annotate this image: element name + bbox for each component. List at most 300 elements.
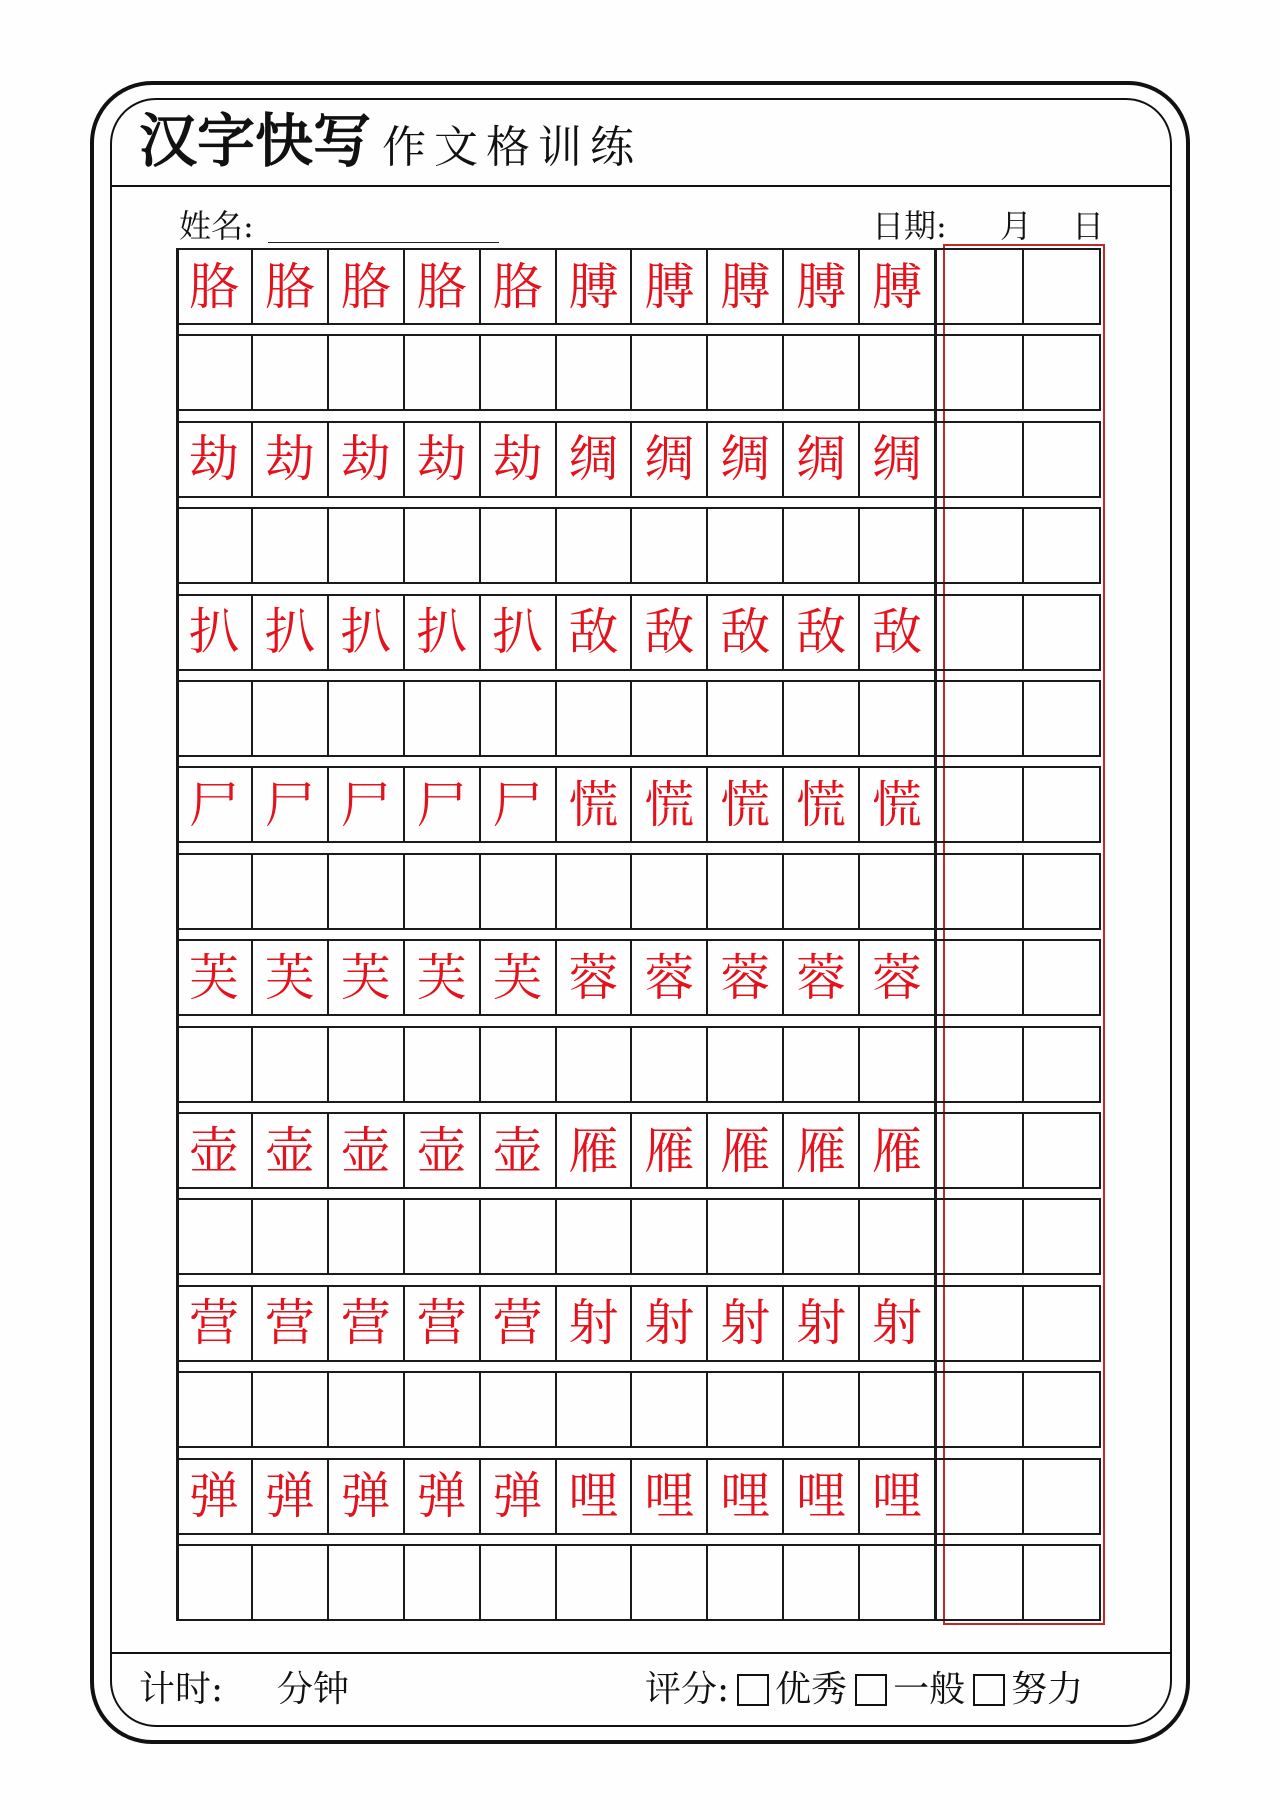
grid-cell <box>784 250 860 323</box>
grid-cell <box>405 596 481 669</box>
practice-row <box>177 248 1101 325</box>
grid-cell <box>557 336 633 409</box>
score-label: 评分: <box>645 1669 730 1710</box>
practice-char: 劫 <box>264 430 315 489</box>
grid-cell <box>860 250 936 323</box>
grid-cell <box>329 250 405 323</box>
practice-char: 慌 <box>720 775 771 834</box>
grid-cell <box>481 1200 557 1273</box>
main-cells <box>177 1028 936 1101</box>
grid-cell <box>784 1028 860 1101</box>
practice-char: 尸 <box>416 775 467 834</box>
grid-cell <box>329 423 405 496</box>
practice-char: 敌 <box>796 603 847 662</box>
practice-char: 劫 <box>492 430 543 489</box>
grid-cell <box>481 336 557 409</box>
practice-char: 胳 <box>188 257 239 316</box>
grid-cell <box>329 596 405 669</box>
practice-char: 胳 <box>340 257 391 316</box>
review-cell <box>1024 1287 1101 1360</box>
main-cells <box>177 941 936 1014</box>
blank-row <box>177 507 1101 584</box>
practice-char: 敌 <box>644 603 695 662</box>
review-cells <box>947 1373 1101 1446</box>
review-cells <box>947 1028 1101 1101</box>
practice-char: 膊 <box>872 257 923 316</box>
grid-cell <box>557 423 633 496</box>
grid-cell <box>557 1114 633 1187</box>
grid-cell <box>708 1200 784 1273</box>
grid-cell <box>253 1200 329 1273</box>
grid-cell <box>253 941 329 1014</box>
grid-cell <box>253 509 329 582</box>
grid-cell <box>632 941 708 1014</box>
grid-cell <box>329 768 405 841</box>
practice-char: 蓉 <box>568 948 619 1007</box>
grid-cell <box>177 596 253 669</box>
review-cells <box>947 596 1101 669</box>
practice-char: 壶 <box>264 1121 315 1180</box>
grid-cell <box>329 941 405 1014</box>
review-cells <box>947 1200 1101 1273</box>
grid-cell <box>177 1114 253 1187</box>
practice-char: 膊 <box>796 257 847 316</box>
main-cells <box>177 1114 936 1187</box>
grid-cell <box>405 509 481 582</box>
blank-row <box>177 1544 1101 1621</box>
grid-cell <box>253 336 329 409</box>
grid-cell <box>405 682 481 755</box>
grid-cell <box>632 768 708 841</box>
grid-cell <box>253 855 329 928</box>
blank-row <box>177 1026 1101 1103</box>
practice-char: 尸 <box>188 775 239 834</box>
grid-cell <box>708 1114 784 1187</box>
review-cell <box>1024 1460 1101 1533</box>
practice-char: 壶 <box>416 1121 467 1180</box>
review-cell <box>947 1200 1024 1273</box>
practice-char: 雁 <box>720 1121 771 1180</box>
review-cell <box>1024 509 1101 582</box>
grid-cell <box>784 1287 860 1360</box>
name-label: 姓名: <box>179 207 254 245</box>
practice-char: 扒 <box>492 603 543 662</box>
practice-char: 芙 <box>188 948 239 1007</box>
practice-row <box>177 939 1101 1016</box>
grid-cell <box>405 1546 481 1619</box>
practice-char: 膊 <box>568 257 619 316</box>
grid-cell <box>632 1200 708 1273</box>
grid-cell <box>557 1460 633 1533</box>
grid-cell <box>557 250 633 323</box>
grid-cell <box>784 941 860 1014</box>
review-cell <box>1024 250 1101 323</box>
name-underline <box>268 242 499 243</box>
grid-cell <box>253 1028 329 1101</box>
grid-cell <box>253 1114 329 1187</box>
score-option-average: 一般 <box>893 1669 966 1710</box>
grid-cell <box>329 682 405 755</box>
practice-char: 营 <box>188 1294 239 1353</box>
grid-cell <box>481 1373 557 1446</box>
grid-cell <box>708 1028 784 1101</box>
grid-cell <box>329 509 405 582</box>
review-cell <box>947 682 1024 755</box>
practice-char: 扒 <box>416 603 467 662</box>
grid-cell <box>557 1028 633 1101</box>
practice-char: 慌 <box>796 775 847 834</box>
practice-row <box>177 594 1101 671</box>
practice-char: 芙 <box>340 948 391 1007</box>
footer-divider <box>110 1652 1172 1654</box>
grid-cell <box>481 423 557 496</box>
grid-cell <box>481 1546 557 1619</box>
main-cells <box>177 596 936 669</box>
practice-row <box>177 1458 1101 1535</box>
review-cell <box>947 423 1024 496</box>
grid-cell <box>632 1546 708 1619</box>
grid-cell <box>405 1200 481 1273</box>
grid-cell <box>860 1373 936 1446</box>
practice-char: 雁 <box>872 1121 923 1180</box>
review-cell <box>1024 1028 1101 1101</box>
review-cell <box>1024 682 1101 755</box>
practice-char: 敌 <box>720 603 771 662</box>
grid-cell <box>784 1373 860 1446</box>
grid-cell <box>860 1546 936 1619</box>
date-label: 日期: <box>872 207 947 245</box>
grid-cell <box>708 250 784 323</box>
practice-char: 射 <box>796 1294 847 1353</box>
score-option-excellent: 优秀 <box>775 1669 848 1710</box>
practice-char: 射 <box>644 1294 695 1353</box>
review-cell <box>1024 1200 1101 1273</box>
grid-cell <box>784 596 860 669</box>
review-cells <box>947 1287 1101 1360</box>
worksheet-title: 汉字快写 <box>139 107 372 175</box>
grid-cell <box>177 509 253 582</box>
practice-char: 雁 <box>568 1121 619 1180</box>
grid-cell <box>405 1114 481 1187</box>
grid-cell <box>632 855 708 928</box>
grid-cell <box>177 1200 253 1273</box>
grid-cell <box>481 250 557 323</box>
review-cells <box>947 768 1101 841</box>
practice-char: 壶 <box>492 1121 543 1180</box>
review-cells <box>947 1114 1101 1187</box>
grid-cell <box>177 1546 253 1619</box>
grid-cell <box>253 768 329 841</box>
grid-cell <box>177 423 253 496</box>
grid-cell <box>481 682 557 755</box>
grid-cell <box>557 768 633 841</box>
grid-cell <box>177 941 253 1014</box>
practice-char: 蓉 <box>872 948 923 1007</box>
practice-char: 弹 <box>188 1467 239 1526</box>
header-divider <box>110 185 1172 187</box>
grid-cell <box>708 1373 784 1446</box>
practice-char: 营 <box>492 1294 543 1353</box>
score-checkbox-effort <box>973 1674 1005 1706</box>
practice-char: 扒 <box>188 603 239 662</box>
practice-char: 哩 <box>644 1467 695 1526</box>
main-cells <box>177 768 936 841</box>
grid-cell <box>860 1028 936 1101</box>
review-cell <box>947 1460 1024 1533</box>
practice-char: 扒 <box>340 603 391 662</box>
review-cells <box>947 336 1101 409</box>
review-cells <box>947 250 1101 323</box>
review-cell <box>947 1287 1024 1360</box>
grid-cell <box>405 1373 481 1446</box>
practice-char: 芙 <box>416 948 467 1007</box>
review-cell <box>947 1114 1024 1187</box>
blank-row <box>177 680 1101 757</box>
grid-cell <box>632 596 708 669</box>
review-cell <box>1024 1114 1101 1187</box>
grid-cell <box>632 250 708 323</box>
grid-cell <box>329 1373 405 1446</box>
grid-cell <box>329 855 405 928</box>
grid-cell <box>177 1373 253 1446</box>
grid-cell <box>253 1546 329 1619</box>
grid-cell <box>481 509 557 582</box>
review-cells <box>947 855 1101 928</box>
review-cell <box>947 1373 1024 1446</box>
practice-char: 射 <box>568 1294 619 1353</box>
review-cell <box>1024 941 1101 1014</box>
grid-cell <box>405 1460 481 1533</box>
main-cells <box>177 855 936 928</box>
grid-cell <box>557 509 633 582</box>
grid-cell <box>177 855 253 928</box>
grid-cell <box>632 1460 708 1533</box>
practice-char: 绸 <box>796 430 847 489</box>
grid-cell <box>253 1373 329 1446</box>
review-cell <box>947 855 1024 928</box>
practice-char: 胳 <box>264 257 315 316</box>
practice-char: 壶 <box>188 1121 239 1180</box>
score-checkbox-average <box>855 1674 887 1706</box>
score-checkbox-excellent <box>737 1674 769 1706</box>
grid-cell <box>253 423 329 496</box>
grid-cell <box>708 855 784 928</box>
grid-cell <box>860 941 936 1014</box>
practice-char: 敌 <box>872 603 923 662</box>
grid-cell <box>784 336 860 409</box>
review-cell <box>947 596 1024 669</box>
main-cells <box>177 1200 936 1273</box>
grid-cell <box>784 423 860 496</box>
grid-cell <box>708 509 784 582</box>
review-cell <box>947 509 1024 582</box>
main-cells <box>177 250 936 323</box>
practice-char: 壶 <box>340 1121 391 1180</box>
grid-cell <box>860 1200 936 1273</box>
grid-cell <box>860 596 936 669</box>
practice-char: 膊 <box>720 257 771 316</box>
practice-char: 营 <box>264 1294 315 1353</box>
practice-char: 射 <box>720 1294 771 1353</box>
grid-cell <box>708 1546 784 1619</box>
minutes-label: 分钟 <box>277 1669 350 1710</box>
practice-char: 雁 <box>644 1121 695 1180</box>
grid-cell <box>784 1114 860 1187</box>
timer-label: 计时: <box>139 1669 224 1710</box>
review-cells <box>947 1460 1101 1533</box>
practice-char: 射 <box>872 1294 923 1353</box>
practice-char: 弹 <box>340 1467 391 1526</box>
grid-cell <box>784 509 860 582</box>
practice-char: 尸 <box>340 775 391 834</box>
practice-char: 膊 <box>644 257 695 316</box>
review-cell <box>947 1546 1024 1619</box>
grid-cell <box>784 1200 860 1273</box>
practice-char: 蓉 <box>720 948 771 1007</box>
main-cells <box>177 336 936 409</box>
grid-cell <box>481 1114 557 1187</box>
practice-row <box>177 766 1101 843</box>
practice-char: 绸 <box>568 430 619 489</box>
grid-cell <box>177 1287 253 1360</box>
grid-cell <box>405 941 481 1014</box>
practice-char: 胳 <box>416 257 467 316</box>
score-option-effort: 努力 <box>1011 1669 1084 1710</box>
grid-cell <box>329 1028 405 1101</box>
review-cell <box>947 250 1024 323</box>
score-group <box>645 1669 1084 1710</box>
grid-cell <box>557 1373 633 1446</box>
review-cell <box>947 336 1024 409</box>
review-cell <box>947 768 1024 841</box>
grid-cell <box>557 1200 633 1273</box>
practice-char: 哩 <box>872 1467 923 1526</box>
grid-cell <box>708 336 784 409</box>
grid-cell <box>177 250 253 323</box>
main-cells <box>177 1546 936 1619</box>
practice-char: 弹 <box>264 1467 315 1526</box>
main-cells <box>177 1373 936 1446</box>
blank-row <box>177 853 1101 930</box>
practice-row <box>177 1285 1101 1362</box>
practice-char: 营 <box>340 1294 391 1353</box>
review-cell <box>1024 855 1101 928</box>
practice-char: 绸 <box>720 430 771 489</box>
practice-char: 蓉 <box>644 948 695 1007</box>
grid-cell <box>557 855 633 928</box>
grid-cell <box>860 423 936 496</box>
review-cell <box>947 941 1024 1014</box>
main-cells <box>177 1287 936 1360</box>
practice-char: 扒 <box>264 603 315 662</box>
grid-cell <box>177 682 253 755</box>
practice-row <box>177 421 1101 498</box>
main-cells <box>177 1460 936 1533</box>
grid-cell <box>557 1287 633 1360</box>
review-cell <box>1024 768 1101 841</box>
grid-cell <box>632 1287 708 1360</box>
grid-cell <box>784 855 860 928</box>
grid-cell <box>177 1460 253 1533</box>
grid-cell <box>632 1028 708 1101</box>
grid-cell <box>329 1460 405 1533</box>
grid-cell <box>177 768 253 841</box>
grid-cell <box>405 1028 481 1101</box>
grid-cell <box>329 1546 405 1619</box>
grid-cell <box>481 855 557 928</box>
review-cell <box>1024 596 1101 669</box>
review-cell <box>947 1028 1024 1101</box>
grid-cell <box>708 1287 784 1360</box>
practice-char: 尸 <box>492 775 543 834</box>
review-cell <box>1024 336 1101 409</box>
main-cells <box>177 423 936 496</box>
practice-char: 劫 <box>340 430 391 489</box>
grid-cell <box>253 1460 329 1533</box>
grid-cell <box>860 509 936 582</box>
grid-cell <box>860 1460 936 1533</box>
practice-char: 弹 <box>492 1467 543 1526</box>
grid-cell <box>860 1287 936 1360</box>
grid-cell <box>481 941 557 1014</box>
grid-cell <box>557 1546 633 1619</box>
practice-char: 敌 <box>568 603 619 662</box>
grid-cell <box>481 768 557 841</box>
practice-char: 慌 <box>644 775 695 834</box>
practice-char: 绸 <box>644 430 695 489</box>
grid-cell <box>405 1287 481 1360</box>
grid-cell <box>632 682 708 755</box>
practice-char: 弹 <box>416 1467 467 1526</box>
practice-char: 慌 <box>872 775 923 834</box>
grid-cell <box>481 1028 557 1101</box>
grid-cell <box>557 682 633 755</box>
grid-cell <box>784 682 860 755</box>
review-cell <box>1024 1373 1101 1446</box>
grid-cell <box>253 250 329 323</box>
grid-cell <box>481 1460 557 1533</box>
practice-char: 雁 <box>796 1121 847 1180</box>
main-cells <box>177 509 936 582</box>
month-label: 月 <box>1000 207 1033 245</box>
grid-cell <box>860 682 936 755</box>
grid-cell <box>632 423 708 496</box>
grid-cell <box>860 336 936 409</box>
grid-cell <box>329 1200 405 1273</box>
grid-cell <box>481 596 557 669</box>
practice-char: 芙 <box>492 948 543 1007</box>
review-cells <box>947 682 1101 755</box>
review-cells <box>947 423 1101 496</box>
grid-cell <box>632 1373 708 1446</box>
grid-cell <box>708 1460 784 1533</box>
grid-cell <box>557 596 633 669</box>
grid-cell <box>253 1287 329 1360</box>
grid-cell <box>784 1546 860 1619</box>
review-cells <box>947 1546 1101 1619</box>
grid-cell <box>405 423 481 496</box>
grid-cell <box>784 1460 860 1533</box>
practice-char: 蓉 <box>796 948 847 1007</box>
grid-cell <box>253 596 329 669</box>
grid-cell <box>405 855 481 928</box>
blank-row <box>177 1198 1101 1275</box>
grid-cell <box>329 1114 405 1187</box>
practice-char: 哩 <box>568 1467 619 1526</box>
review-cells <box>947 509 1101 582</box>
grid-cell <box>557 941 633 1014</box>
grid-cell <box>177 1028 253 1101</box>
